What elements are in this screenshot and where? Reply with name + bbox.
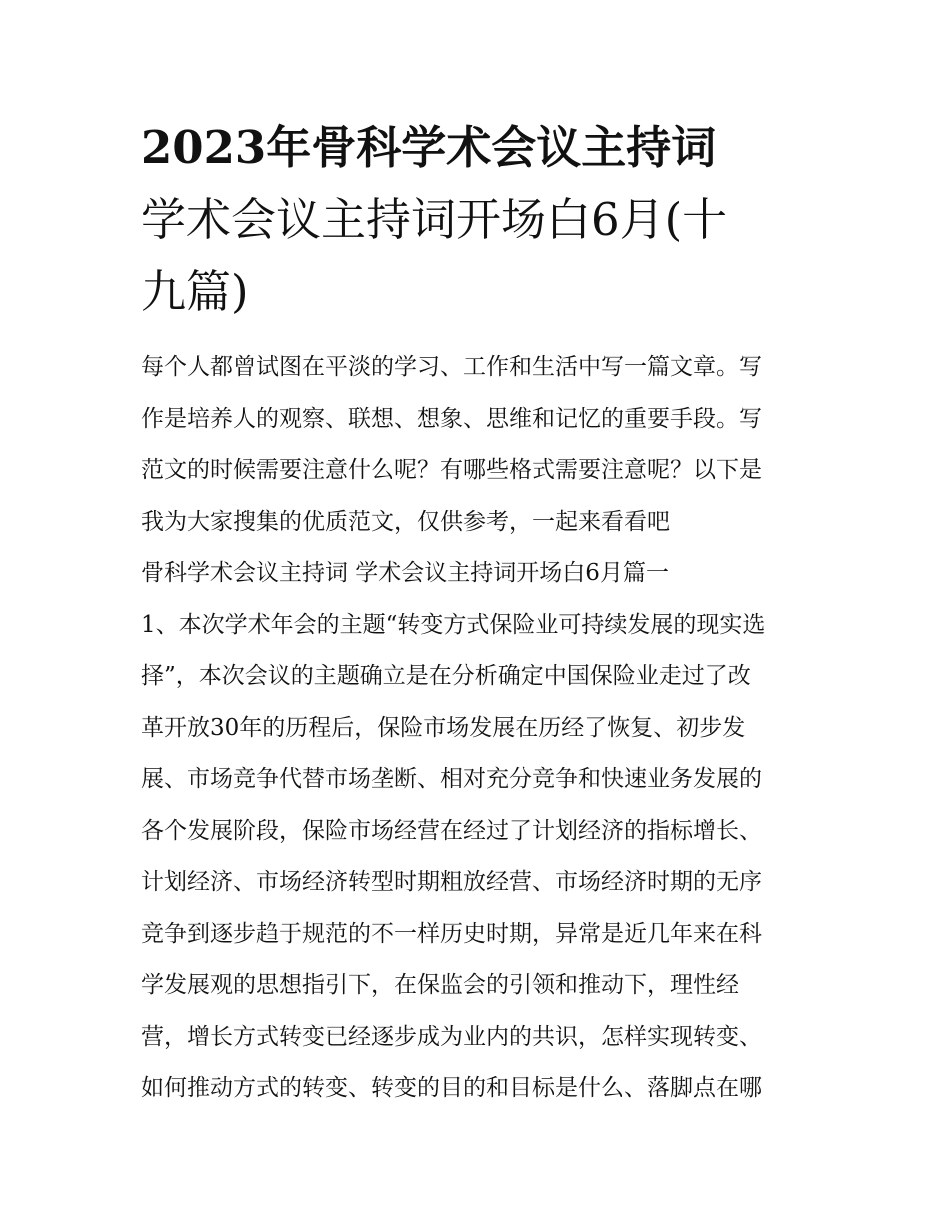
- body-line: 如何推动方式的转变、转变的目的和目标是什么、落脚点在哪: [141, 1075, 762, 1101]
- section-heading: 骨科学术会议主持词 学术会议主持词开场白6月篇一: [141, 560, 669, 586]
- title-line-3: 九篇): [141, 265, 249, 318]
- body-line: 作是培养人的观察、联想、想象、思维和记忆的重要手段。写: [141, 405, 762, 432]
- body-line: 革开放30年的历程后，保险市场发展在历经了恢复、初步发: [141, 714, 746, 741]
- document-title: [141, 112, 813, 328]
- title-line-2: 学术会议主持词开场白6月(十: [141, 193, 728, 246]
- body-line: 展、市场竞争代替市场垄断、相对充分竞争和快速业务发展的: [141, 766, 762, 792]
- title-line-1: 2023年骨科学术会议主持词: [141, 121, 717, 174]
- body-line: 我为大家搜集的优质范文，仅供参考，一起来看看吧: [141, 508, 670, 535]
- body-line: 营，增长方式转变已经逐步成为业内的共识，怎样实现转变、: [141, 1023, 762, 1050]
- document-page: [141, 112, 813, 1115]
- body-line: 各个发展阶段，保险市场经营在经过了计划经济的指标增长、: [141, 817, 762, 844]
- body-line: 择”，本次会议的主题确立是在分析确定中国保险业走过了改: [141, 663, 751, 689]
- body-line: 范文的时候需要注意什么呢？有哪些格式需要注意呢？以下是: [141, 457, 762, 483]
- body-line: 计划经济、市场经济转型时期粗放经营、市场经济时期的无序: [141, 869, 762, 895]
- body-line: 每个人都曾试图在平淡的学习、工作和生活中写一篇文章。写: [141, 354, 762, 380]
- document-body: [141, 342, 813, 1115]
- body-line: 1、本次学术年会的主题“转变方式保险业可持续发展的现实选: [141, 611, 766, 638]
- body-line: 学发展观的思想指引下，在保监会的引领和推动下，理性经: [141, 972, 739, 998]
- body-line: 竞争到逐步趋于规范的不一样历史时期，异常是近几年来在科: [141, 920, 762, 947]
